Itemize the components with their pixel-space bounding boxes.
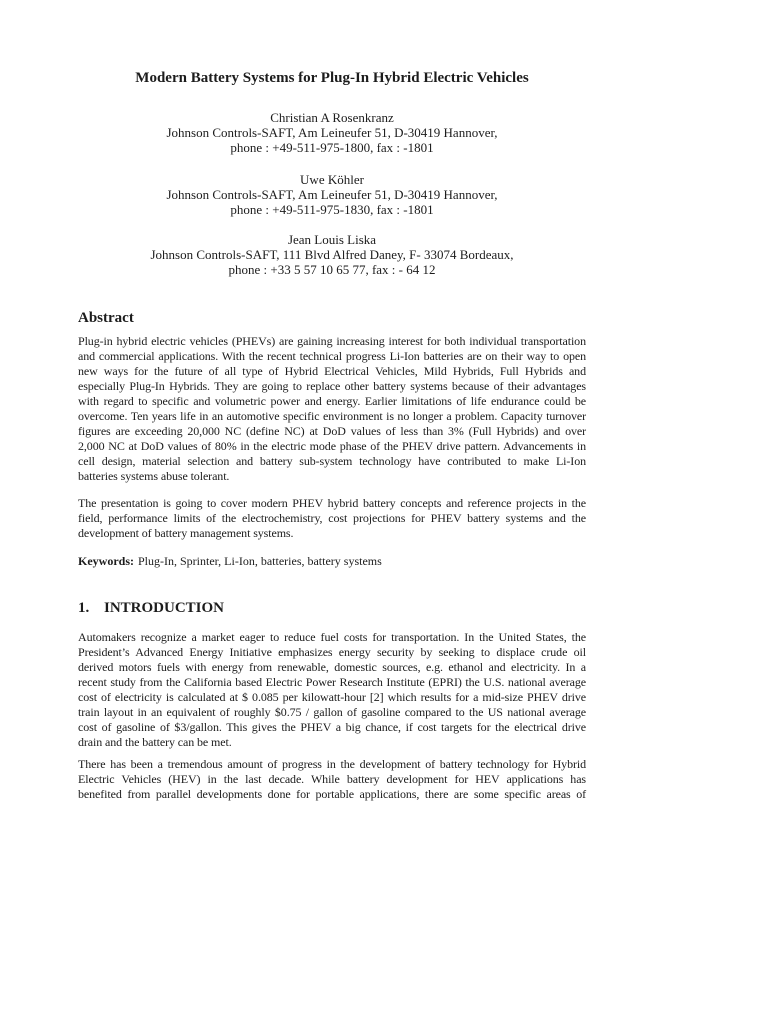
author-name: Uwe Köhler xyxy=(300,172,364,187)
keywords-line xyxy=(78,554,586,569)
text-line: with regard to specific and volumetric power and energy. Earlier limitations of life endurance could be xyxy=(78,394,586,408)
paper-title: Modern Battery Systems for Plug-In Hybrid Electric Vehicles xyxy=(135,70,529,86)
abstract-paragraph xyxy=(78,334,586,484)
section-paragraph xyxy=(78,757,586,802)
text-line: development of battery management systems. xyxy=(78,526,294,540)
author-name: Jean Louis Liska xyxy=(287,232,377,247)
author-affiliation: Johnson Controls-SAFT, Am Leineufer 51, D-30419 Hannover, xyxy=(166,125,498,140)
keywords-text: Plug-In, Sprinter, Li-Ion, batteries, battery systems xyxy=(138,554,382,568)
author-block xyxy=(78,232,586,277)
author-block xyxy=(78,110,586,155)
text-line: field, performance limits of the electrochemistry, cost projections for PHEV battery systems and the xyxy=(78,511,586,525)
abstract-paragraph xyxy=(78,496,586,541)
keywords-label: Keywords: xyxy=(78,554,134,568)
text-line: especially Plug-In Hybrids. They are going to replace other battery systems because of their advantages xyxy=(78,379,586,393)
text-line: and commercial applications. With the recent technical progress Li-Ion batteries are on their way to open xyxy=(78,349,586,363)
abstract-heading: Abstract xyxy=(78,310,134,326)
text-line: batteries systems abuse tolerant. xyxy=(78,469,230,483)
text-line: cell design, material selection and battery sub-system technology have contributed to make Li-Ion xyxy=(78,454,586,468)
text-line: President’s Advanced Energy Initiative emphasizes energy security by seeking to displace crude oil xyxy=(78,645,586,659)
author-block xyxy=(78,172,586,217)
author-contact: phone : +33 5 57 10 65 77, fax : - 64 12 xyxy=(228,262,436,277)
text-line: cost of gasoline of $3/gallon. This gives the PHEV a big chance, if cost targets for the electrical drive xyxy=(78,720,586,734)
author-contact: phone : +49-511-975-1800, fax : -1801 xyxy=(230,140,434,155)
author-name: Christian A Rosenkranz xyxy=(270,110,394,125)
text-line: cost of electricity is calculated at $ 0.085 per kilowatt-hour [2] which results for a mid-size PHEV drive xyxy=(78,690,586,704)
section-number: 1. xyxy=(78,600,90,616)
text-line: There has been a tremendous amount of progress in the development of battery technology for Hybrid xyxy=(78,757,586,771)
text-line: drain and the battery can be met. xyxy=(78,735,232,749)
text-line: overcome. Ten years life in an automotive specific environment is no longer a problem. Capacity turnover xyxy=(78,409,586,423)
text-line: recent study from the California based Electric Power Research Institute (EPRI) the U.S. national average xyxy=(78,675,586,689)
text-line: Plug-in hybrid electric vehicles (PHEVs) are gaining increasing interest for both individual transportation xyxy=(78,334,586,348)
text-line: The presentation is going to cover modern PHEV hybrid battery concepts and reference projects in the xyxy=(78,496,586,510)
text-line: new ways for the future of all type of Hybrid Electrical Vehicles, Mild Hybrids, Full Hybrids and xyxy=(78,364,586,378)
text-line: Automakers recognize a market eager to reduce fuel costs for transportation. In the United States, the xyxy=(78,630,586,644)
section-paragraph xyxy=(78,630,586,750)
text-line: figures are exceeding 20,000 NC (define NC) at DoD values of less than 3% (Full Hybrids) and over xyxy=(78,424,586,438)
text-line: derived motors fuels with energy from renewable, domestic sources, e.g. ethanol and electricity. In a xyxy=(78,660,586,674)
author-contact: phone : +49-511-975-1830, fax : -1801 xyxy=(230,202,434,217)
text-line: benefited from parallel developments done for portable applications, there are some specific areas of xyxy=(78,787,586,801)
text-line: train layout in an equivalent of roughly $0.75 / gallon of gasoline compared to the US national average xyxy=(78,705,586,719)
text-line: Electric Vehicles (HEV) in the last decade. While battery development for HEV applications has xyxy=(78,772,586,786)
author-affiliation: Johnson Controls-SAFT, Am Leineufer 51, D-30419 Hannover, xyxy=(166,187,498,202)
section-title: INTRODUCTION xyxy=(104,600,225,616)
text-line: 2,000 NC at DoD values of 80% in the electric mode phase of the PHEV drive pattern. Advancements in xyxy=(78,439,586,453)
section-heading xyxy=(78,599,586,617)
author-affiliation: Johnson Controls-SAFT, 111 Blvd Alfred Daney, F- 33074 Bordeaux, xyxy=(150,247,514,262)
